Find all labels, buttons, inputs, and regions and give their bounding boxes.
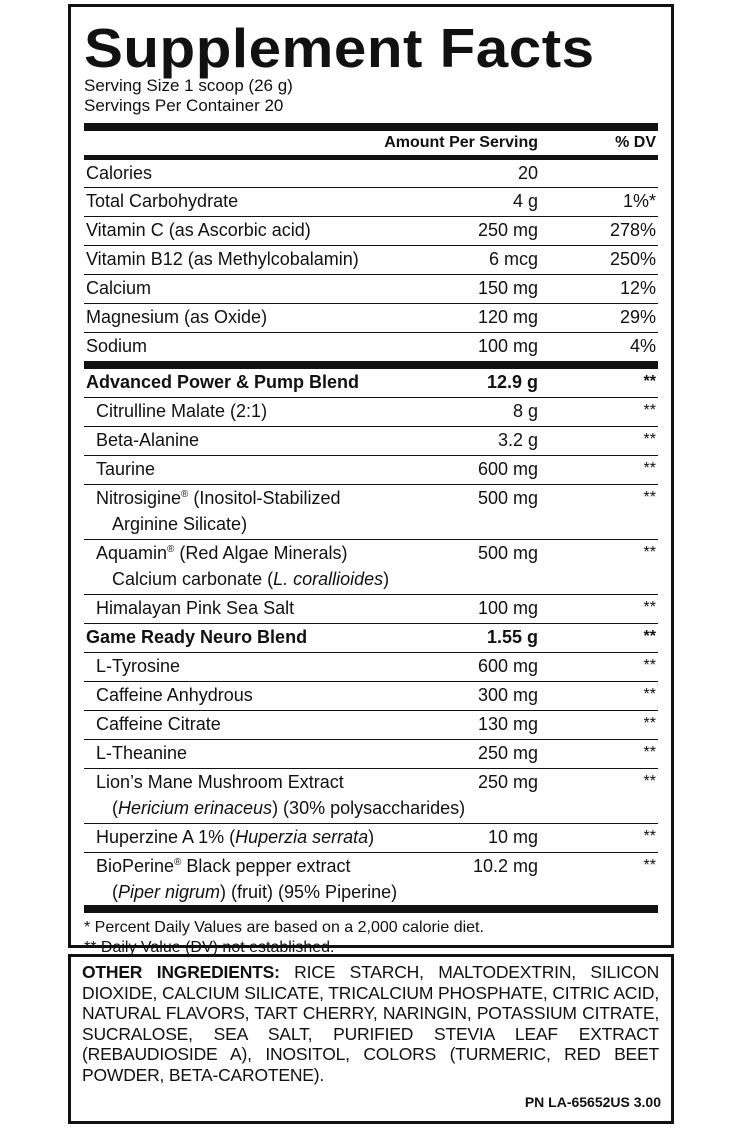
ingredient-row: L-Tyrosine 600 mg ** bbox=[84, 653, 658, 682]
divider-thick bbox=[84, 361, 658, 369]
serving-size: Serving Size 1 scoop (26 g) bbox=[84, 76, 293, 95]
ingredient-row: Caffeine Citrate 130 mg ** bbox=[84, 711, 658, 740]
ingredient-row: Nitrosigine® (Inositol-Stabilized Arginine Silicate) 500 mg ** bbox=[84, 485, 658, 540]
nutrient-row: Calcium 150 mg 12% bbox=[84, 275, 658, 304]
ingredient-row: Beta-Alanine 3.2 g ** bbox=[84, 427, 658, 456]
other-ingredients bbox=[82, 962, 659, 1085]
nutrient-row: Sodium 100 mg 4% bbox=[86, 336, 656, 356]
nutrient-row: Vitamin B12 (as Methylcobalamin) 6 mcg 250% bbox=[84, 246, 658, 275]
table-header bbox=[84, 131, 658, 155]
supplement-facts-panel bbox=[68, 4, 674, 956]
ingredient-row: Lion’s Mane Mushroom Extract (Hericium erinaceus) (30% polysaccharides) 250 mg ** bbox=[84, 769, 658, 824]
ingredient-row: Aquamin® (Red Algae Minerals) Calcium carbonate (L. corallioides) 500 mg ** bbox=[84, 540, 658, 595]
footnote-dv: * Percent Daily Values are based on a 2,000 calorie diet. bbox=[84, 919, 484, 936]
nutrient-row: Vitamin C (as Ascorbic acid) 250 mg 278% bbox=[84, 217, 658, 246]
servings-per-container: Servings Per Container 20 bbox=[84, 96, 284, 115]
ingredient-row: Himalayan Pink Sea Salt 100 mg ** bbox=[84, 595, 658, 624]
ingredient-row: BioPerine® Black pepper extract (Piper nigrum) (fruit) (95% Piperine) 10.2 mg ** bbox=[96, 856, 656, 902]
ingredient-row: Taurine 600 mg ** bbox=[84, 456, 658, 485]
header-amount: Amount Per Serving bbox=[384, 134, 538, 151]
ingredient-row: Caffeine Anhydrous 300 mg ** bbox=[84, 682, 658, 711]
other-ingredients-label: OTHER INGREDIENTS: bbox=[82, 962, 280, 982]
ingredient-row: L-Theanine 250 mg ** bbox=[84, 740, 658, 769]
nutrient-row: Calories 20 bbox=[84, 160, 658, 188]
part-number: PN LA-65652US 3.00 bbox=[524, 1094, 661, 1110]
blend-row: Advanced Power & Pump Blend 12.9 g ** bbox=[84, 369, 658, 398]
other-ingredients-panel bbox=[68, 954, 674, 1124]
ingredient-row: Huperzine A 1% (Huperzia serrata) 10 mg ** bbox=[84, 824, 658, 853]
other-ingredients-list: RICE STARCH, MALTODEXTRIN, SILICON DIOXIDE, CALCIUM SILICATE, TRICALCIUM PHOSPHATE, CITRIC ACID, NATURAL FLAVORS, TART CHERRY, NARINGIN, POTASSIUM CITRATE, SUCRALOSE, SEA SALT, PURIFIED STEVIA LEAF EXTRACT (REBAUDIOSIDE A), INOSITOL, COLORS (TURMERIC, RED BEET POWDER, BETA-CAROTENE). bbox=[82, 962, 660, 1085]
ingredient-row: Citrulline Malate (2:1) 8 g ** bbox=[84, 398, 658, 427]
divider-thick bbox=[84, 905, 658, 913]
header-dv: % DV bbox=[615, 134, 656, 151]
footnote-not-established: ** Daily Value (DV) not established. bbox=[84, 939, 335, 956]
panel-title: Supplement Facts bbox=[84, 17, 595, 79]
nutrient-row: Magnesium (as Oxide) 120 mg 29% bbox=[84, 304, 658, 333]
blend-row: Game Ready Neuro Blend 1.55 g ** bbox=[84, 624, 658, 653]
nutrient-row: Total Carbohydrate 4 g 1%* bbox=[84, 188, 658, 217]
divider-thick bbox=[84, 123, 658, 131]
